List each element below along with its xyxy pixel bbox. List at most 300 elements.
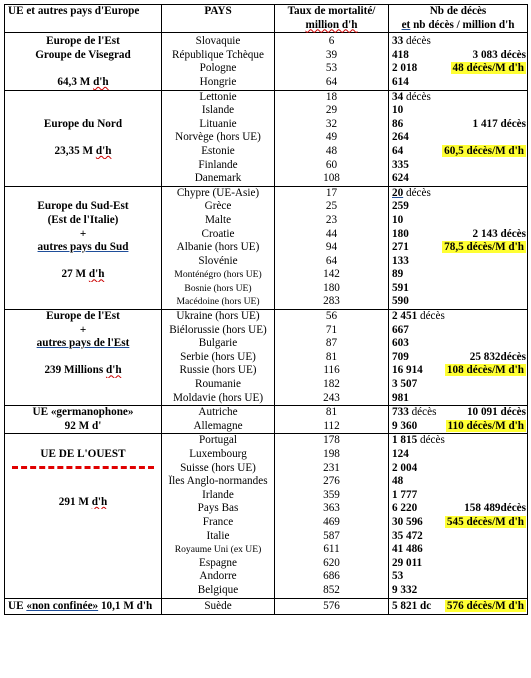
deaths-line: [392, 295, 526, 309]
deaths-line: [392, 351, 526, 365]
country-name: Estonie: [201, 144, 235, 157]
country-name: Lettonie: [199, 90, 237, 103]
deaths-cell: [389, 33, 528, 90]
region-line: autres pays de l'Est: [36, 337, 130, 350]
region-line: [8, 131, 158, 145]
region-line-unit: d'h: [105, 364, 122, 377]
country-name: Andorre: [199, 570, 237, 583]
region-line: [8, 91, 158, 105]
region-sweden-c: 10,1 M d'h: [98, 599, 153, 612]
deaths-number: 9 332: [392, 583, 418, 596]
deaths-line: [392, 200, 526, 214]
deaths-right: [446, 502, 526, 516]
deaths-line: [392, 172, 526, 186]
region-line-unit: d'h: [93, 75, 109, 88]
deaths-line: [392, 282, 526, 296]
country-name: Serbie (hors UE): [180, 350, 256, 363]
table-row-group-1: [5, 90, 528, 186]
region-line: +: [79, 227, 87, 240]
deaths-right: [442, 241, 526, 255]
country-name: Hongrie: [199, 75, 237, 88]
country-name: Bulgarie: [198, 337, 238, 350]
deaths-number: 16 914: [392, 364, 423, 377]
country-name: Norvège (hors UE): [175, 131, 261, 144]
region-line-text: 239 Millions: [44, 364, 106, 377]
deaths-line: [392, 91, 526, 105]
deaths-unit: décès: [417, 434, 445, 447]
deaths-line: [392, 584, 526, 598]
deaths-value: [392, 310, 445, 324]
region-line: Europe du Nord: [43, 117, 123, 130]
country-name: Irlande: [202, 488, 234, 501]
deaths-number: 10: [392, 213, 404, 226]
deaths-per-million-sweden: 576 décès/M d'h: [446, 599, 524, 612]
deaths-per-million: 110 décès/M d'h: [447, 419, 524, 432]
deaths-value: [392, 543, 446, 557]
country-name: Danemark: [194, 172, 242, 185]
region-line-unit: d'h: [91, 495, 108, 508]
region-sweden-b: «non confinée»: [26, 599, 99, 612]
country-cell: [162, 33, 275, 90]
country-name: Slovaquie: [195, 35, 241, 48]
deaths-right: [446, 420, 526, 434]
deaths-value: [392, 557, 446, 571]
deaths-value: [392, 570, 446, 584]
country-name: Lituanie: [199, 117, 237, 130]
deaths-cell: [389, 434, 528, 598]
deaths-value: [392, 131, 446, 145]
deaths-line: [392, 516, 526, 530]
deaths-line-sweden: [392, 600, 526, 614]
deaths-line: [392, 462, 526, 476]
deaths-total: 2 143 décès: [472, 227, 526, 240]
header-deaths-et: et: [401, 18, 411, 31]
header-country: PAYS: [162, 5, 275, 33]
deaths-line: [392, 570, 526, 584]
region-line: Europe de l'Est: [46, 310, 120, 323]
country-name: Croatie: [201, 227, 235, 240]
rate-value: 18: [325, 90, 338, 103]
country-name: Biélorussie (hors UE): [169, 323, 267, 336]
deaths-number: 86: [392, 117, 404, 130]
rate-value: 64: [325, 254, 338, 267]
deaths-number: 48: [392, 475, 404, 488]
deaths-line: [392, 49, 526, 63]
deaths-value: [392, 104, 446, 118]
deaths-value: [392, 392, 446, 406]
country-name: Portugal: [199, 434, 237, 447]
region-line: UE DE L'OUEST: [40, 448, 126, 460]
region-cell: [5, 186, 162, 309]
deaths-total: 158 489décès: [464, 502, 526, 515]
deaths-number: 10: [392, 104, 404, 117]
deaths-value: [392, 434, 445, 448]
region-line-unit: d'h: [88, 268, 105, 281]
country-name: Roumanie: [195, 378, 241, 391]
deaths-line: [392, 131, 526, 145]
deaths-value: [392, 200, 446, 214]
table-row-sweden: [5, 598, 528, 615]
deaths-per-million: 60,5 décès/M d'h: [444, 144, 524, 157]
region-cell: [5, 90, 162, 186]
deaths-right: [445, 516, 526, 530]
country-name: Pays Bas: [197, 502, 239, 515]
country-name: Royaume Uni (ex UE): [174, 544, 262, 556]
deaths-value: [392, 172, 446, 186]
rate-cell: [275, 33, 389, 90]
rate-value: 180: [323, 281, 340, 294]
deaths-total: 10 091 décès: [466, 406, 526, 419]
deaths-number: 124: [392, 448, 409, 460]
rate-value: 44: [325, 227, 338, 240]
country-name: Allemagne: [193, 419, 243, 432]
deaths-value: [392, 462, 446, 476]
deaths-right: [436, 406, 526, 420]
deaths-number: 591: [392, 281, 409, 294]
region-line-unit: d'h: [95, 144, 112, 157]
header-deaths-rest: nb décès / million d'h: [410, 18, 515, 31]
deaths-value: [392, 489, 446, 503]
country-name: Moldavie (hors UE): [172, 391, 264, 404]
deaths-number: 335: [392, 158, 409, 171]
rate-value: 231: [323, 461, 340, 474]
deaths-number: 603: [392, 337, 409, 350]
deaths-value: [392, 159, 446, 173]
deaths-value: [392, 530, 446, 544]
region-line: autres pays du Sud: [37, 241, 129, 254]
deaths-right-sweden: [445, 600, 526, 614]
deaths-value: [392, 241, 442, 255]
deaths-number: 53: [392, 570, 404, 583]
country-cell: [162, 310, 275, 406]
rate-value: 243: [323, 391, 340, 404]
deaths-line: [392, 530, 526, 544]
deaths-number: 33: [392, 35, 404, 48]
deaths-line: [392, 392, 526, 406]
region-line: +: [79, 323, 87, 336]
deaths-line: [392, 364, 526, 378]
deaths-line: [392, 420, 526, 434]
deaths-value: [392, 337, 446, 351]
deaths-right: [446, 49, 526, 63]
rate-cell: [275, 186, 389, 309]
deaths-line: [392, 76, 526, 90]
deaths-number: 624: [392, 172, 409, 185]
deaths-unit: décès: [403, 90, 431, 103]
deaths-right: [445, 364, 526, 378]
deaths-line: [392, 324, 526, 338]
header-row: [5, 5, 528, 33]
deaths-value: [392, 516, 445, 530]
deaths-line: [392, 214, 526, 228]
country-cell: [162, 406, 275, 434]
rate-value: 48: [325, 144, 338, 157]
region-line: [8, 351, 158, 365]
deaths-line: [392, 187, 526, 201]
rate-cell: [275, 434, 389, 598]
deaths-number: 6 220: [392, 502, 418, 515]
deaths-unit: décès: [403, 186, 431, 199]
country-name: Bosnie (hors UE): [184, 282, 252, 294]
deaths-value: [392, 187, 431, 201]
deaths-line: [392, 118, 526, 132]
region-line: [8, 364, 158, 378]
rate-value: 620: [323, 556, 340, 569]
rate-value: 283: [323, 295, 340, 308]
header-deaths: [389, 5, 528, 33]
deaths-value: [392, 62, 446, 76]
region-line: [8, 187, 158, 201]
deaths-number: 29 011: [392, 556, 423, 569]
rate-value: 64: [325, 75, 338, 88]
header-region: UE et autres pays d'Europe: [5, 5, 162, 33]
deaths-right: [446, 62, 526, 76]
deaths-cell: [389, 186, 528, 309]
deaths-number: 34: [392, 90, 404, 103]
region-line: 92 M d': [64, 419, 102, 432]
deaths-value: [392, 584, 446, 598]
header-deaths-line2: [392, 19, 524, 33]
country-cell: [162, 186, 275, 309]
region-cell: [5, 434, 162, 598]
region-line: [8, 482, 158, 496]
region-line: [8, 496, 158, 510]
deaths-value: [392, 475, 446, 489]
rate-value: 852: [323, 583, 340, 596]
region-line: [8, 76, 158, 90]
deaths-value: [392, 378, 446, 392]
rate-value: 178: [323, 434, 340, 447]
deaths-line: [392, 337, 526, 351]
deaths-value: [392, 35, 431, 49]
deaths-cell: [389, 90, 528, 186]
mortality-table: [4, 4, 528, 615]
rate-value: 39: [325, 48, 338, 61]
region-line: (Est de l'Italie): [47, 213, 119, 226]
deaths-value: [392, 228, 446, 242]
rate-value: 6: [328, 35, 335, 48]
rate-value: 587: [323, 529, 340, 542]
deaths-value: [392, 268, 446, 282]
region-cell: [5, 406, 162, 434]
deaths-line: [392, 557, 526, 571]
deaths-total: 3 083 décès: [472, 48, 526, 61]
region-line: Europe du Sud-Est: [37, 200, 129, 213]
deaths-number: 733: [392, 406, 409, 419]
deaths-line: [392, 310, 526, 324]
country-name: Italie: [206, 529, 230, 542]
deaths-number: 35 472: [392, 529, 423, 542]
rate-value: 198: [323, 448, 340, 460]
deaths-value: [392, 282, 446, 296]
deaths-number: 418: [392, 48, 409, 61]
rate-cell: [275, 90, 389, 186]
table-row-group-4: [5, 406, 528, 434]
rate-value: 23: [325, 213, 338, 226]
header-rate-unit: million d'h: [305, 18, 358, 31]
country-name: Monténégro (hors UE): [174, 269, 262, 281]
deaths-number: 133: [392, 254, 409, 267]
country-name: Macédoine (hors UE): [176, 296, 260, 308]
region-cell: [5, 310, 162, 406]
country-name: Finlande: [198, 158, 238, 171]
deaths-line: [392, 62, 526, 76]
country-name: Luxembourg: [189, 448, 247, 460]
deaths-per-million: 108 décès/M d'h: [446, 364, 524, 377]
deaths-line: [392, 378, 526, 392]
deaths-number: 9 360: [392, 419, 418, 432]
deaths-number: 259: [392, 200, 409, 213]
country-name: Islande: [201, 104, 235, 117]
deaths-line: [392, 104, 526, 118]
table-row-group-2: [5, 186, 528, 309]
rate-value: 686: [323, 570, 340, 583]
mortality-table-container: [4, 4, 527, 615]
deaths-value: [392, 406, 436, 420]
deaths-line: [392, 145, 526, 159]
deaths-number: 64: [392, 144, 404, 157]
deaths-cell-sweden: [389, 598, 528, 615]
deaths-unit: décès: [417, 310, 445, 323]
region-line-text: 291 M: [58, 495, 92, 508]
deaths-right: [446, 118, 526, 132]
header-rate-line1: Taux de mortalité/: [287, 5, 376, 17]
deaths-right: [442, 145, 526, 159]
country-cell: [162, 90, 275, 186]
deaths-value: [392, 49, 446, 63]
deaths-number: 1 777: [392, 488, 418, 501]
region-cell: [5, 33, 162, 90]
rate-value: 81: [325, 406, 338, 419]
region-line: [8, 104, 158, 118]
deaths-value: [392, 351, 446, 365]
rate-cell: [275, 406, 389, 434]
rate-value: 49: [325, 131, 338, 144]
table-row-group-0: [5, 33, 528, 90]
country-name: Autriche: [198, 406, 238, 419]
deaths-value: [392, 145, 442, 159]
country-name: Slovénie: [198, 254, 238, 267]
rate-cell: [275, 310, 389, 406]
deaths-value: [392, 502, 446, 516]
rate-value: 60: [325, 158, 338, 171]
rate-value: 81: [325, 350, 338, 363]
deaths-line: [392, 268, 526, 282]
deaths-line: [392, 448, 526, 462]
deaths-line: [392, 255, 526, 269]
rate-value: 53: [325, 62, 338, 75]
deaths-unit: décès: [403, 35, 431, 48]
region-line: [8, 62, 158, 76]
rate-value: 359: [323, 488, 340, 501]
country-name: République Tchèque: [172, 48, 264, 61]
rate-value: 182: [323, 378, 340, 391]
rate-value: 108: [323, 172, 340, 185]
header-deaths-line1: Nb de décès: [429, 5, 487, 17]
deaths-per-million: 545 décès/M d'h: [446, 515, 524, 528]
deaths-number: 271: [392, 241, 409, 254]
deaths-line: [392, 475, 526, 489]
header-rate: [275, 5, 389, 33]
rate-value: 363: [323, 502, 340, 515]
rate-value: 87: [325, 337, 338, 350]
deaths-line: [392, 434, 526, 448]
deaths-total: 25 832décès: [469, 350, 526, 363]
region-line: [8, 255, 158, 269]
country-name: Chypre (UE-Asie): [176, 186, 260, 199]
country-name: Îles Anglo-normandes: [168, 475, 268, 488]
deaths-value: [392, 255, 446, 269]
rate-value: 25: [325, 200, 338, 213]
region-line: [8, 268, 158, 282]
country-name: Pologne: [199, 62, 237, 75]
deaths-number: 180: [392, 227, 409, 240]
country-cell-sweden: Suède: [162, 598, 275, 615]
table-body: [5, 33, 528, 615]
deaths-total: 1 417 décès: [472, 117, 526, 130]
region-line: [8, 469, 158, 483]
country-name: Espagne: [199, 556, 237, 569]
region-line: [8, 434, 158, 448]
deaths-right: [446, 351, 526, 365]
deaths-line: [392, 543, 526, 557]
deaths-value: [392, 118, 446, 132]
deaths-number: 709: [392, 350, 409, 363]
rate-value: 56: [325, 310, 338, 323]
deaths-line: [392, 489, 526, 503]
deaths-value: [392, 448, 446, 462]
table-row-group-5: [5, 434, 528, 598]
deaths-cell: [389, 406, 528, 434]
deaths-number: 667: [392, 323, 409, 336]
deaths-number: 2 004: [392, 461, 418, 474]
deaths-line: [392, 406, 526, 420]
region-line-text: 27 M: [61, 268, 89, 281]
deaths-value: [392, 420, 446, 434]
deaths-line: [392, 241, 526, 255]
rate-value: 71: [325, 323, 338, 336]
region-sweden-a: UE: [8, 599, 27, 612]
region-line: Europe de l'Est: [46, 35, 120, 48]
country-name: Suisse (hors UE): [180, 461, 256, 474]
deaths-per-million: 48 décès/M d'h: [452, 62, 524, 75]
rate-value: 611: [323, 543, 340, 556]
deaths-cell: [389, 310, 528, 406]
deaths-number: 89: [392, 268, 404, 281]
deaths-value: [392, 91, 431, 105]
deaths-value: [392, 295, 446, 309]
country-name: Ukraine (hors UE): [176, 310, 260, 323]
country-name: Malte: [204, 213, 232, 226]
deaths-number: 2 451: [392, 310, 418, 323]
country-name: Albanie (hors UE): [176, 241, 260, 254]
country-name: Belgique: [197, 583, 239, 596]
deaths-unit: décès: [408, 406, 437, 419]
deaths-number: 614: [392, 75, 409, 88]
region-line: Groupe de Visegrad: [35, 48, 131, 61]
deaths-number: 981: [392, 391, 409, 404]
deaths-number: 30 596: [392, 515, 423, 528]
header-rate-line2: [278, 19, 385, 33]
region-line-text: 64,3 M: [57, 75, 94, 88]
deaths-line: [392, 35, 526, 49]
deaths-number: 264: [392, 131, 409, 144]
deaths-value: [392, 76, 446, 90]
rate-value: 32: [325, 117, 338, 130]
table-row-group-3: [5, 310, 528, 406]
deaths-number: 2 018: [392, 62, 418, 75]
region-line-text: 23,35 M: [54, 144, 96, 157]
